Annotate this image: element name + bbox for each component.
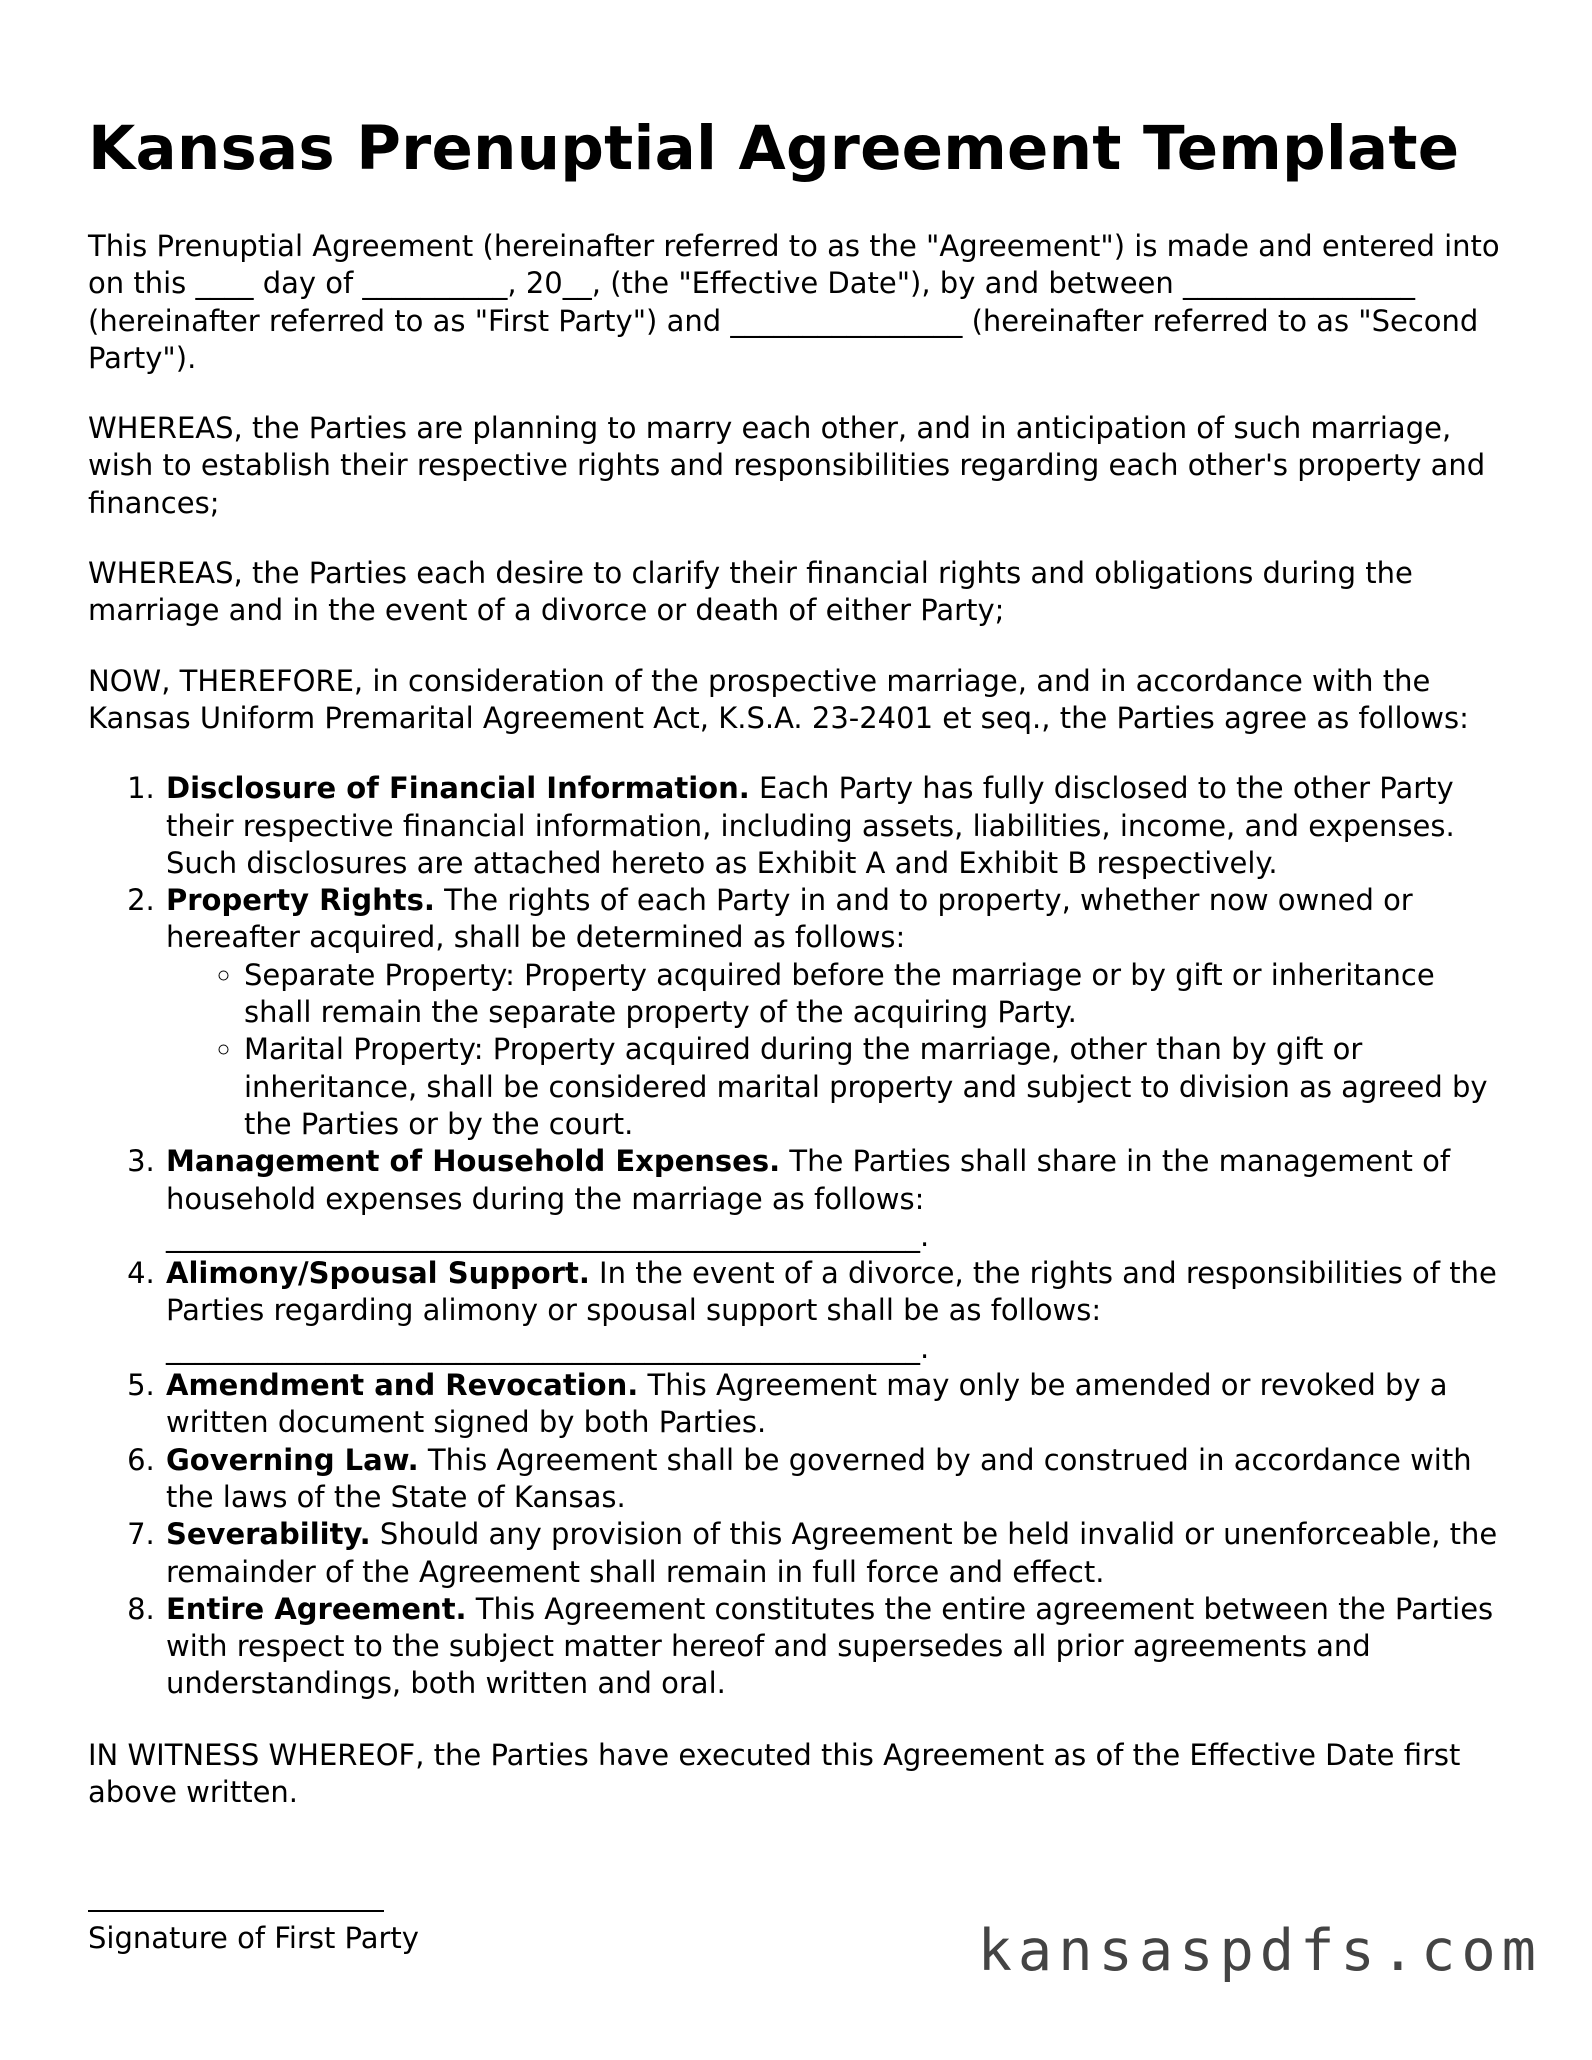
clause-list <box>88 770 1508 1702</box>
clause-text: This Agreement shall be governed by and construed in accordance with the laws of the State of Kansas. <box>166 1442 1472 1514</box>
clause-heading: Disclosure of Financial Information. <box>166 771 750 806</box>
clause-heading: Property Rights. <box>166 883 435 918</box>
clause-text: In the event of a divorce, the rights and responsibilities of the Parties regarding alimony or spousal support shall be as follows: <box>166 1256 1497 1328</box>
witness-paragraph: IN WITNESS WHEREOF, the Parties have executed this Agreement as of the Effective Date first above written. <box>88 1737 1461 1809</box>
fill-in-blank-line: ____________________________________________________. <box>166 1218 930 1253</box>
fill-in-blank-line: ____________________________________________________. <box>166 1330 930 1365</box>
signature-line <box>88 1888 384 1912</box>
clause-text: Should any provision of this Agreement be held invalid or unenforceable, the remainder of the Agreement shall remain in full force and effect. <box>166 1517 1498 1589</box>
signature-block <box>88 1888 419 1957</box>
clause-heading: Governing Law. <box>166 1442 419 1477</box>
now-therefore-paragraph: NOW, THEREFORE, in consideration of the prospective marriage, and in accordance with the Kansas Uniform Premarital Agreement Act, K.S.A. 23-2401 et seq., the Parties agree as follows: <box>88 663 1469 735</box>
clause-heading: Amendment and Revocation. <box>166 1368 639 1403</box>
clause-heading: Severability. <box>166 1517 371 1552</box>
clause-governing-law <box>164 1442 1508 1517</box>
document-body <box>88 228 1508 1844</box>
clause-amendment <box>164 1367 1508 1442</box>
clause-text: This Agreement may only be amended or revoked by a written document signed by both Parties. <box>166 1368 1448 1440</box>
clause-property-rights <box>164 882 1508 1143</box>
watermark: kansaspdfs.com <box>977 1918 1542 1984</box>
property-subitem-list <box>166 957 1508 1143</box>
clause-disclosure <box>164 770 1508 882</box>
whereas-paragraph-1: WHEREAS, the Parties are planning to marry each other, and in anticipation of such marriage, wish to establish their respective rights and responsibilities regarding each other's property and finances; <box>88 411 1486 520</box>
subitem-marital-property: ◦ Marital Property: Property acquired during the marriage, other than by gift or inheritance, shall be considered marital property and subject to division as agreed by the Parties or by the court. <box>244 1031 1508 1143</box>
clause-heading: Management of Household Expenses. <box>166 1144 781 1179</box>
clause-text: The rights of each Party in and to property, whether now owned or hereafter acquired, shall be determined as follows: <box>166 883 1413 955</box>
clause-alimony <box>164 1255 1508 1367</box>
clause-severability <box>164 1516 1508 1591</box>
clause-heading: Entire Agreement. <box>166 1591 467 1626</box>
clause-text: Each Party has fully disclosed to the other Party their respective financial information, including assets, liabilities, income, and expenses. Such disclosures are attached hereto as Exhibit A and Exhibit B respectively. <box>166 771 1455 880</box>
intro-paragraph: This Prenuptial Agreement (hereinafter referred to as the "Agreement") is made and entered into on this ____ day of __________, 20__, (the "Effective Date"), by and between ________________ (hereinafter referred to as "First Party") and ________________ (hereinafter referred to as "Second Party"). <box>88 229 1500 375</box>
clause-text: The Parties shall share in the management of household expenses during the marriage as follows: <box>166 1144 1451 1216</box>
clause-entire-agreement <box>164 1591 1508 1703</box>
clause-heading: Alimony/Spousal Support. <box>166 1256 590 1291</box>
clause-text: This Agreement constitutes the entire agreement between the Parties with respect to the subject matter hereof and supersedes all prior agreements and understandings, both written and oral. <box>166 1591 1494 1701</box>
document-title: Kansas Prenuptial Agreement Template <box>88 113 1460 184</box>
signature-label: Signature of First Party <box>88 1921 419 1955</box>
whereas-paragraph-2: WHEREAS, the Parties each desire to clarify their financial rights and obligations during the marriage and in the event of a divorce or death of either Party; <box>88 556 1413 628</box>
clause-household-expenses <box>164 1143 1508 1255</box>
subitem-separate-property: ◦ Separate Property: Property acquired before the marriage or by gift or inheritance shall remain the separate property of the acquiring Party. <box>244 957 1508 1032</box>
